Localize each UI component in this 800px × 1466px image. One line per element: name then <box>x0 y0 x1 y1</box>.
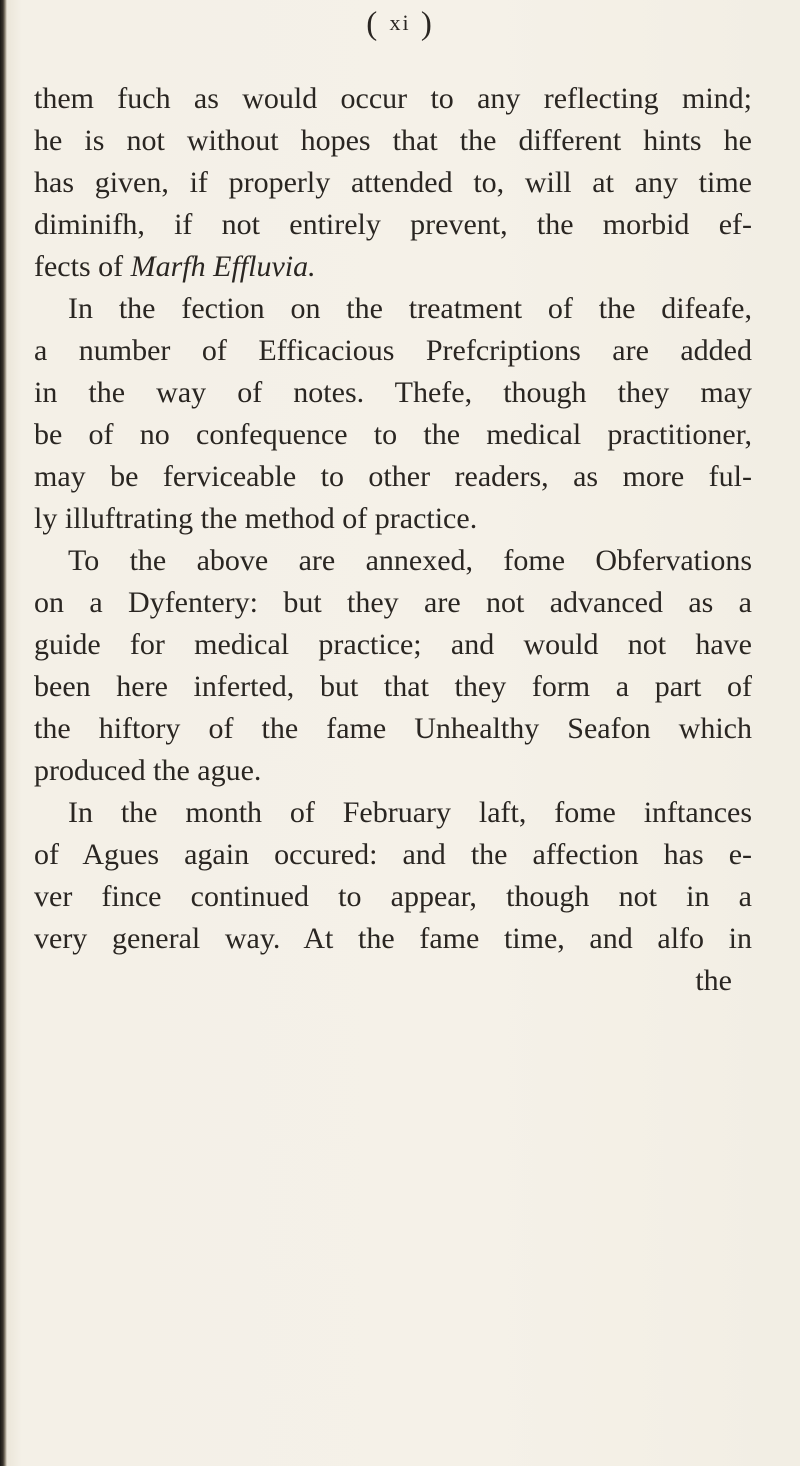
text-line-5-roman: fects of <box>34 250 124 283</box>
text-line-13: on a Dyfentery: but they are not advanced as a <box>34 586 752 619</box>
catchword: the <box>695 964 732 997</box>
text-line-20: ver fince continued to appear, though not in a <box>34 880 752 913</box>
text-line-7: a number of Efficacious Prefcriptions are added <box>34 334 752 367</box>
text-line-16: the hiftory of the fame Unhealthy Seafon which <box>34 712 752 745</box>
body-text <box>34 78 752 1002</box>
text-line-4: diminifh, if not entirely prevent, the morbid ef- <box>34 208 752 241</box>
text-line-8: in the way of notes. Thefe, though they may <box>34 376 752 409</box>
page-header <box>0 6 800 43</box>
text-line-5 <box>34 246 752 288</box>
text-line-21: very general way. At the fame time, and alfo in <box>34 922 752 955</box>
text-line-3: has given, if properly attended to, will at any time <box>34 166 752 199</box>
page-number: xi <box>389 10 411 35</box>
text-line-5-italic: Marfh Effluvia. <box>130 250 316 283</box>
header-open-paren: ( <box>366 6 390 42</box>
text-line-6: In the fection on the treatment of the difeafe, <box>68 292 752 325</box>
text-line-15: been here inferted, but that they form a part of <box>34 670 752 703</box>
text-line-9: be of no confequence to the medical practitioner, <box>34 418 752 451</box>
text-line-2: he is not without hopes that the different hints he <box>34 124 752 157</box>
text-line-18: In the month of February laft, fome inftances <box>68 796 752 829</box>
header-close-paren: ) <box>410 6 434 42</box>
text-line-12: To the above are annexed, fome Obfervations <box>68 544 752 577</box>
text-line-14: guide for medical practice; and would not have <box>34 628 752 661</box>
text-line-1: them fuch as would occur to any reflecting mind; <box>34 82 752 115</box>
text-line-19: of Agues again occured: and the affection has e- <box>34 838 752 871</box>
page-gutter-edge <box>0 0 7 1466</box>
text-line-11: ly illuftrating the method of practice. <box>34 502 478 535</box>
text-line-10: may be ferviceable to other readers, as more ful- <box>34 460 752 493</box>
text-line-17: produced the ague. <box>34 754 262 787</box>
